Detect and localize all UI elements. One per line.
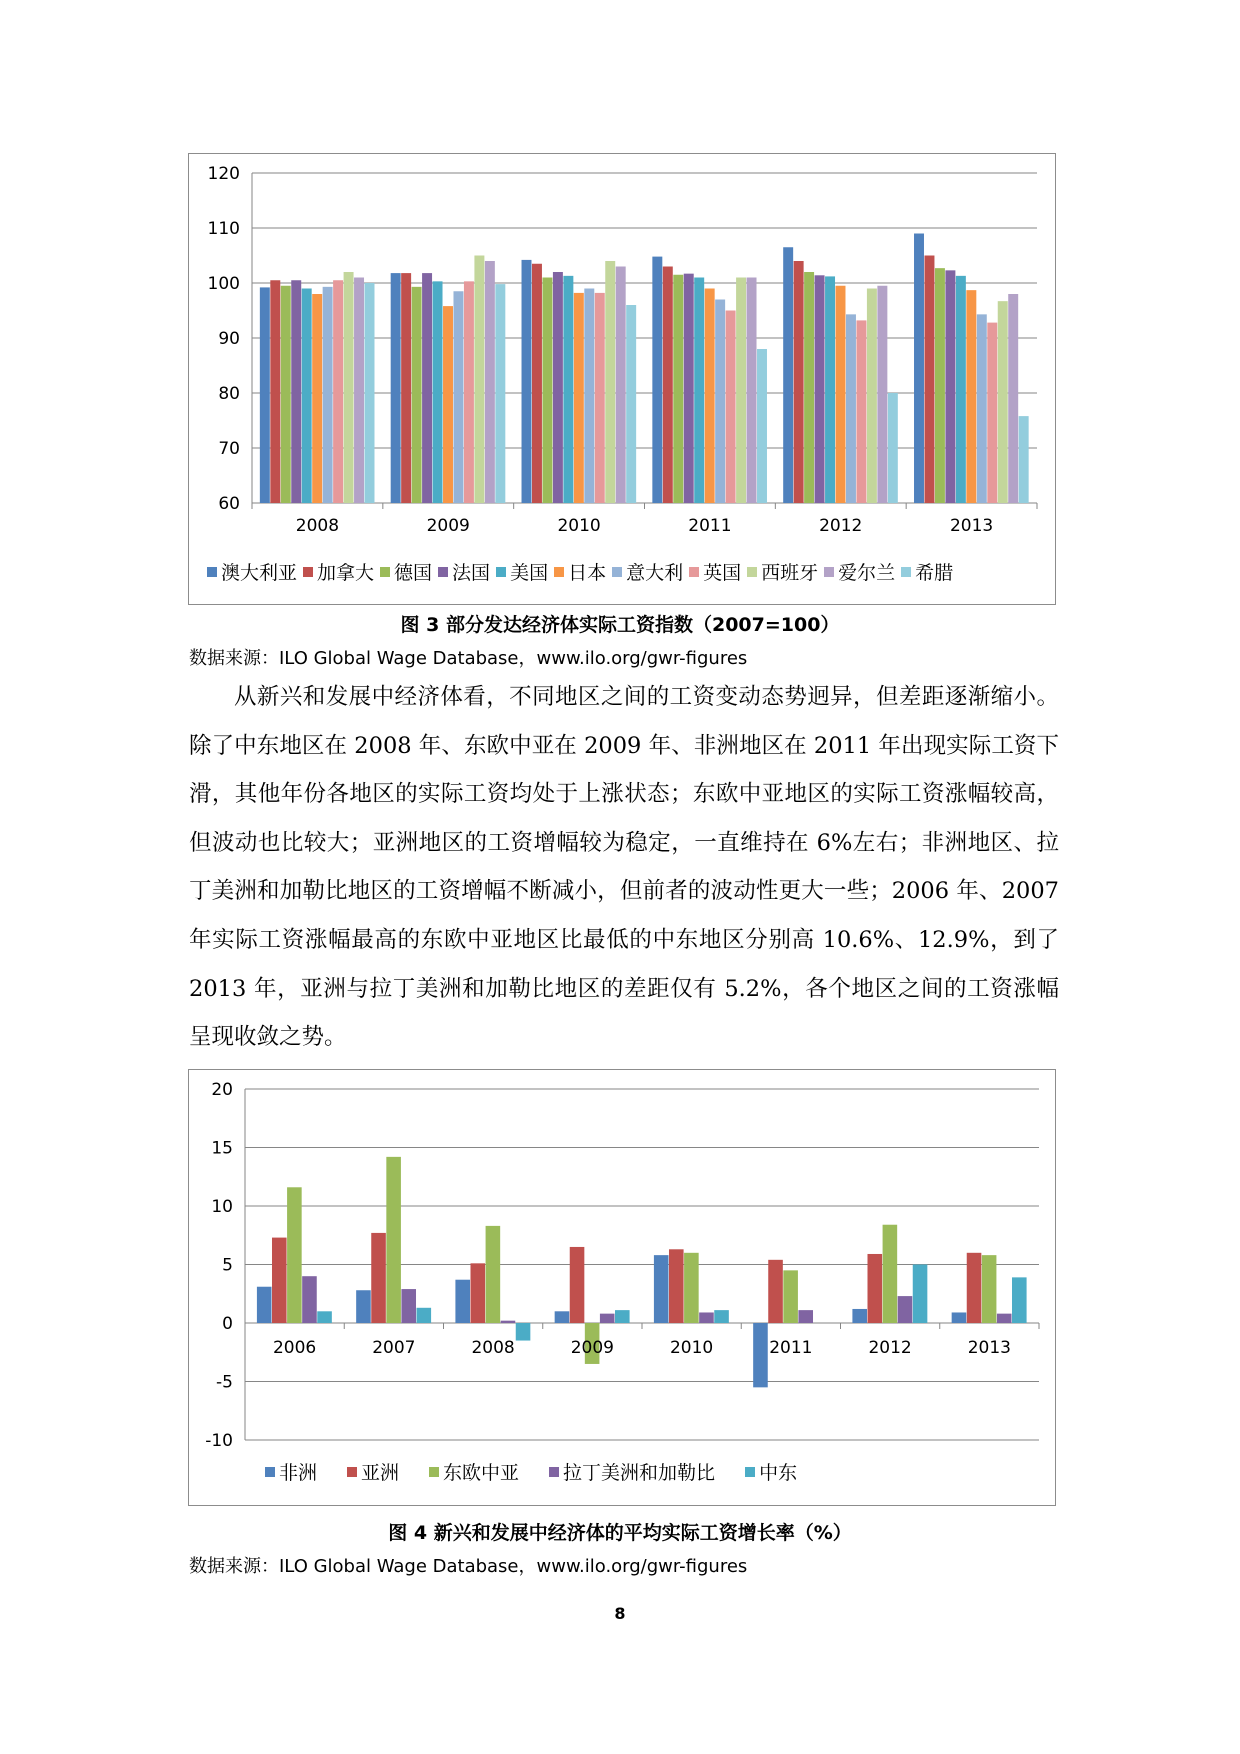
fig4-bar	[684, 1253, 699, 1323]
fig3-bar	[302, 289, 312, 504]
fig3-legend-item	[207, 558, 297, 585]
fig3-legend-swatch	[438, 567, 448, 577]
fig3-legend-label: 爱尔兰	[838, 562, 896, 584]
fig4-bar	[455, 1280, 470, 1323]
fig3-bar	[574, 293, 584, 503]
fig3-bar	[1019, 416, 1029, 503]
figure-4-legend	[265, 1458, 827, 1485]
fig3-bar	[485, 261, 495, 503]
fig4-ytick-label: 5	[222, 1255, 233, 1276]
fig3-legend-item	[689, 558, 741, 585]
fig3-bar	[281, 286, 291, 503]
fig3-legend-swatch	[901, 567, 911, 577]
figure-4-chart	[188, 1069, 1056, 1506]
fig3-ytick-label: 90	[218, 329, 240, 349]
fig4-bar	[714, 1310, 729, 1323]
fig3-bar	[966, 290, 976, 503]
fig3-legend-label: 日本	[568, 562, 607, 584]
fig3-legend-swatch	[496, 567, 506, 577]
fig3-bar	[626, 305, 636, 503]
fig3-bar	[323, 287, 333, 503]
fig3-bar	[443, 306, 453, 503]
fig4-category-label: 2006	[272, 1338, 317, 1358]
fig3-bar	[715, 300, 725, 504]
fig3-bar	[433, 281, 443, 503]
fig4-bar	[1012, 1277, 1027, 1323]
fig3-legend-label: 希腊	[915, 562, 954, 584]
fig3-bar	[888, 393, 898, 503]
fig4-ytick-label: 20	[211, 1080, 233, 1100]
fig4-legend-item	[429, 1458, 519, 1485]
fig3-legend-item	[438, 558, 490, 585]
fig3-bar	[453, 291, 463, 503]
fig4-bar	[783, 1270, 798, 1323]
fig3-bar	[563, 276, 573, 503]
fig3-bar	[464, 281, 474, 503]
figure-3-legend	[207, 558, 959, 585]
fig3-ytick-label: 60	[218, 494, 240, 514]
fig3-bar	[401, 273, 411, 503]
fig3-legend-swatch	[824, 567, 834, 577]
fig4-category-label: 2009	[570, 1338, 615, 1358]
fig3-legend-label: 德国	[394, 562, 433, 584]
fig3-bar	[344, 272, 354, 503]
fig3-legend-item	[496, 558, 548, 585]
fig4-legend-swatch	[265, 1467, 275, 1477]
fig4-bar	[371, 1233, 386, 1323]
fig4-legend-label: 拉丁美洲和加勒比	[563, 1462, 716, 1484]
fig4-bar	[600, 1314, 615, 1323]
fig3-bar	[584, 289, 594, 504]
fig3-bar	[312, 294, 322, 503]
fig4-bar	[302, 1276, 317, 1323]
fig3-category-label: 2012	[819, 516, 863, 536]
fig3-legend-swatch	[612, 567, 622, 577]
fig3-bar	[495, 284, 505, 503]
fig3-legend-label: 美国	[510, 562, 549, 584]
fig4-bar	[555, 1311, 570, 1323]
fig3-legend-item	[824, 558, 895, 585]
fig3-bar	[836, 286, 846, 503]
fig3-legend-swatch	[303, 567, 313, 577]
fig4-bar	[753, 1323, 768, 1387]
fig3-legend-swatch	[207, 567, 217, 577]
fig4-category-label: 2007	[372, 1338, 416, 1358]
fig3-bar	[412, 287, 422, 503]
fig3-category-label: 2011	[688, 516, 732, 536]
fig3-bar	[945, 270, 955, 503]
fig4-legend-swatch	[347, 1467, 357, 1477]
fig3-bar	[794, 261, 804, 503]
fig4-bar	[798, 1310, 813, 1323]
fig4-bar	[417, 1308, 432, 1323]
fig3-legend-item	[747, 558, 818, 585]
fig4-legend-swatch	[745, 1467, 755, 1477]
fig3-bar	[757, 349, 767, 503]
fig3-bar	[877, 286, 887, 503]
fig3-legend-item	[554, 558, 606, 585]
fig3-ytick-label: 70	[218, 439, 240, 459]
fig4-ytick-label: 0	[222, 1314, 233, 1334]
fig4-bar	[570, 1247, 585, 1323]
fig4-bar	[272, 1238, 287, 1323]
fig4-bar	[952, 1312, 967, 1323]
fig4-bar	[967, 1253, 982, 1323]
fig3-ytick-label: 80	[218, 384, 240, 404]
fig3-bar	[747, 278, 757, 504]
fig3-bar	[736, 278, 746, 504]
fig3-legend-label: 加拿大	[317, 562, 375, 584]
figure-4-svg	[189, 1070, 1055, 1505]
fig4-legend-label: 东欧中亚	[443, 1462, 520, 1484]
fig4-bar	[913, 1265, 928, 1324]
figure-4-source: 数据来源：ILO Global Wage Database，www.ilo.org/gwr-figures	[189, 1556, 748, 1577]
fig3-bar	[977, 314, 987, 503]
fig3-bar	[616, 267, 626, 504]
fig3-ytick-label: 120	[207, 164, 240, 184]
fig4-bar	[470, 1263, 485, 1323]
fig3-category-label: 2013	[949, 516, 994, 536]
fig3-bar	[270, 280, 280, 503]
fig4-category-label: 2008	[471, 1338, 515, 1358]
fig3-bar	[684, 274, 694, 503]
fig3-bar	[1008, 294, 1018, 503]
fig4-legend-swatch	[549, 1467, 559, 1477]
fig3-legend-label: 英国	[703, 562, 742, 584]
fig3-bar	[825, 276, 835, 503]
fig4-bar	[699, 1312, 714, 1323]
fig4-bar	[516, 1323, 531, 1341]
fig3-bar	[914, 234, 924, 504]
figure-3-source: 数据来源：ILO Global Wage Database，www.ilo.org/gwr-figures	[189, 648, 748, 669]
fig3-bar	[365, 283, 375, 503]
fig3-ytick-label: 110	[207, 219, 240, 239]
fig4-ytick-label: -10	[205, 1431, 233, 1451]
fig3-bar	[956, 276, 966, 503]
fig4-bar	[386, 1157, 401, 1323]
fig3-bar	[354, 278, 364, 504]
fig3-bar	[652, 257, 662, 503]
fig4-bar	[898, 1296, 913, 1323]
fig3-bar	[605, 261, 615, 503]
fig3-bar	[595, 293, 605, 503]
fig4-legend-label: 非洲	[279, 1462, 318, 1484]
fig4-bar	[287, 1187, 302, 1323]
fig4-legend-item	[265, 1458, 317, 1485]
fig3-category-label: 2010	[557, 516, 601, 536]
fig3-bar	[391, 273, 401, 503]
fig4-bar	[486, 1226, 501, 1323]
fig3-bar	[783, 247, 793, 503]
fig4-bar	[654, 1255, 669, 1323]
fig3-bar	[694, 278, 704, 504]
fig3-bar	[291, 280, 301, 503]
fig3-legend-swatch	[554, 567, 564, 577]
fig3-bar	[553, 272, 563, 503]
fig3-bar	[663, 267, 673, 504]
fig4-bar	[501, 1321, 516, 1323]
fig3-bar	[846, 314, 856, 503]
fig3-bar	[422, 273, 432, 503]
fig3-ytick-label: 100	[207, 274, 240, 294]
fig4-legend-item	[347, 1458, 399, 1485]
fig4-category-label: 2013	[967, 1338, 1012, 1358]
fig4-category-label: 2010	[669, 1338, 714, 1358]
fig3-bar	[726, 311, 736, 504]
fig3-bar	[935, 268, 945, 503]
fig4-legend-item	[745, 1458, 797, 1485]
fig3-bar	[924, 256, 934, 504]
fig3-legend-item	[303, 558, 374, 585]
fig3-legend-swatch	[380, 567, 390, 577]
fig3-bar	[260, 287, 270, 503]
fig4-bar	[852, 1309, 867, 1323]
fig4-bar	[997, 1314, 1012, 1323]
fig3-bar	[856, 320, 866, 503]
figure-3-chart	[188, 153, 1056, 605]
fig3-bar	[998, 301, 1008, 503]
fig3-bar	[673, 275, 683, 503]
fig3-legend-label: 法国	[452, 562, 491, 584]
fig3-bar	[333, 280, 343, 503]
fig4-ytick-label: -5	[216, 1372, 233, 1393]
fig3-legend-item	[612, 558, 683, 585]
fig3-bar	[705, 289, 715, 504]
fig4-bar	[768, 1260, 783, 1323]
figure-3-caption: 图 3 部分发达经济体实际工资指数（2007=100）	[400, 614, 840, 636]
fig3-bar	[542, 278, 552, 504]
fig4-category-label: 2011	[769, 1338, 813, 1358]
fig4-bar	[615, 1310, 630, 1323]
fig4-ytick-label: 15	[211, 1138, 233, 1159]
fig3-bar	[474, 256, 484, 504]
fig4-bar	[867, 1254, 882, 1323]
fig3-legend-label: 澳大利亚	[221, 562, 298, 584]
fig3-bar	[522, 260, 532, 503]
fig3-bar	[815, 275, 825, 503]
fig4-ytick-label: 10	[211, 1197, 233, 1217]
fig4-bar	[401, 1289, 416, 1323]
fig3-legend-swatch	[747, 567, 757, 577]
fig4-legend-swatch	[429, 1467, 439, 1477]
fig4-bar	[317, 1311, 332, 1323]
fig4-bar	[982, 1255, 997, 1323]
fig3-bar	[804, 272, 814, 503]
fig4-category-label: 2012	[868, 1338, 912, 1358]
fig4-bar	[257, 1287, 272, 1323]
fig4-legend-label: 中东	[759, 1462, 798, 1484]
fig4-bar	[883, 1225, 898, 1323]
fig3-legend-label: 西班牙	[761, 562, 819, 584]
figure-4-caption: 图 4 新兴和发展中经济体的平均实际工资增长率（%）	[388, 1522, 852, 1544]
fig3-legend-item	[380, 558, 432, 585]
fig3-bar	[987, 323, 997, 503]
fig3-legend-label: 意大利	[626, 562, 684, 584]
fig3-bar	[532, 264, 542, 503]
fig4-legend-item	[549, 1458, 715, 1485]
fig4-legend-label: 亚洲	[361, 1462, 400, 1484]
fig3-legend-item	[901, 558, 953, 585]
fig4-bar	[669, 1249, 684, 1323]
fig3-category-label: 2008	[295, 516, 340, 536]
page-number: 8	[614, 1604, 626, 1623]
fig4-bar	[356, 1290, 371, 1323]
body-paragraph: 从新兴和发展中经济体看，不同地区之间的工资变动态势迥异，但差距逐渐缩小。除了中东地区在 2008 年、东欧中亚在 2009 年、非洲地区在 2011 年出现实际工资下滑，其他年份各地区的实际工资均处于上涨状态；东欧中亚地区的实际工资涨幅较高，但波动也比较大；亚洲地区的工资增幅较为稳定，一直维持在 6%左右；非洲地区、拉丁美洲和加勒比地区的工资增幅不断减小，但前者的波动性更大一些；2006 年、2007 年实际工资涨幅最高的东欧中亚地区比最低的中东地区分别高 10.6%、12.9%，到了 2013 年，亚洲与拉丁美洲和加勒比地区的差距仅有 5.2%，各个地区之间的工资涨幅呈现收敛之势。	[189, 684, 1059, 1051]
fig3-legend-swatch	[689, 567, 699, 577]
fig3-bar	[867, 289, 877, 504]
fig3-category-label: 2009	[426, 516, 470, 536]
figure-3-svg	[189, 154, 1055, 604]
